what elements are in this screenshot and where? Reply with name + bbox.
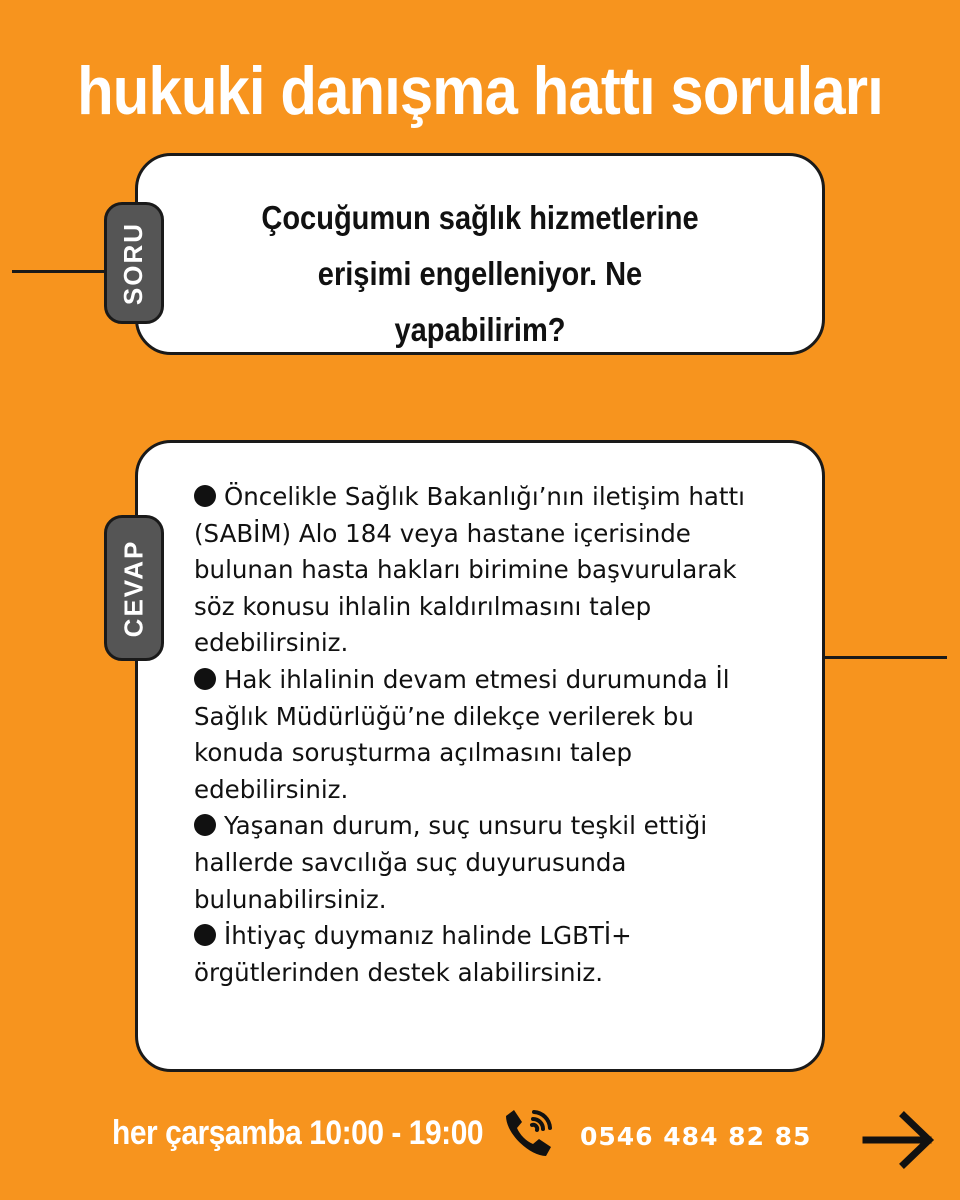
page-title: hukuki danışma hattı soruları — [77, 53, 883, 129]
answer-tag-label: CEVAP — [118, 539, 149, 637]
answer-list — [194, 479, 782, 991]
arrow-right-icon[interactable] — [862, 1108, 936, 1172]
phone-number: 0546 484 82 85 — [580, 1122, 812, 1151]
answer-tag — [104, 515, 164, 661]
question-tag-label: SORU — [118, 221, 149, 305]
answer-item — [194, 808, 782, 918]
bullet-icon — [194, 924, 216, 946]
bullet-icon — [194, 668, 216, 690]
answer-card — [135, 440, 825, 1072]
answer-item-text: Öncelikle Sağlık Bakanlığı’nın iletişim hattı (SABİM) Alo 184 veya hastane içerisinde bulunan hasta hakları birimine başvurularak söz konusu ihlalin kaldırılmasını talep edebilirsiniz. — [194, 482, 745, 658]
phone-ringing-icon — [500, 1104, 558, 1162]
bullet-icon — [194, 814, 216, 836]
answer-item-text: Yaşanan durum, suç unsuru teşkil ettiği hallerde savcılığa suç duyurusunda bulunabilirsiniz. — [194, 811, 708, 914]
question-connector-line — [12, 270, 106, 273]
answer-item-text: İhtiyaç duymanız halinde LGBTİ+ örgütlerinden destek alabilirsiniz. — [194, 921, 632, 987]
answer-item — [194, 662, 782, 808]
question-text: Çocuğumun sağlık hizmetlerine erişimi engelleniyor. Ne yapabilirim? — [261, 199, 699, 348]
question-tag — [104, 202, 164, 324]
answer-item — [194, 479, 782, 662]
bullet-icon — [194, 485, 216, 507]
schedule-text: her çarşamba 10:00 - 19:00 — [112, 1114, 484, 1152]
question-card — [135, 153, 825, 355]
answer-item-text: Hak ihlalinin devam etmesi durumunda İl Sağlık Müdürlüğü’ne dilekçe verilerek bu konuda soruşturma açılmasını talep edebilirsiniz. — [194, 664, 730, 804]
answer-item — [194, 918, 782, 991]
answer-connector-line — [825, 656, 947, 659]
